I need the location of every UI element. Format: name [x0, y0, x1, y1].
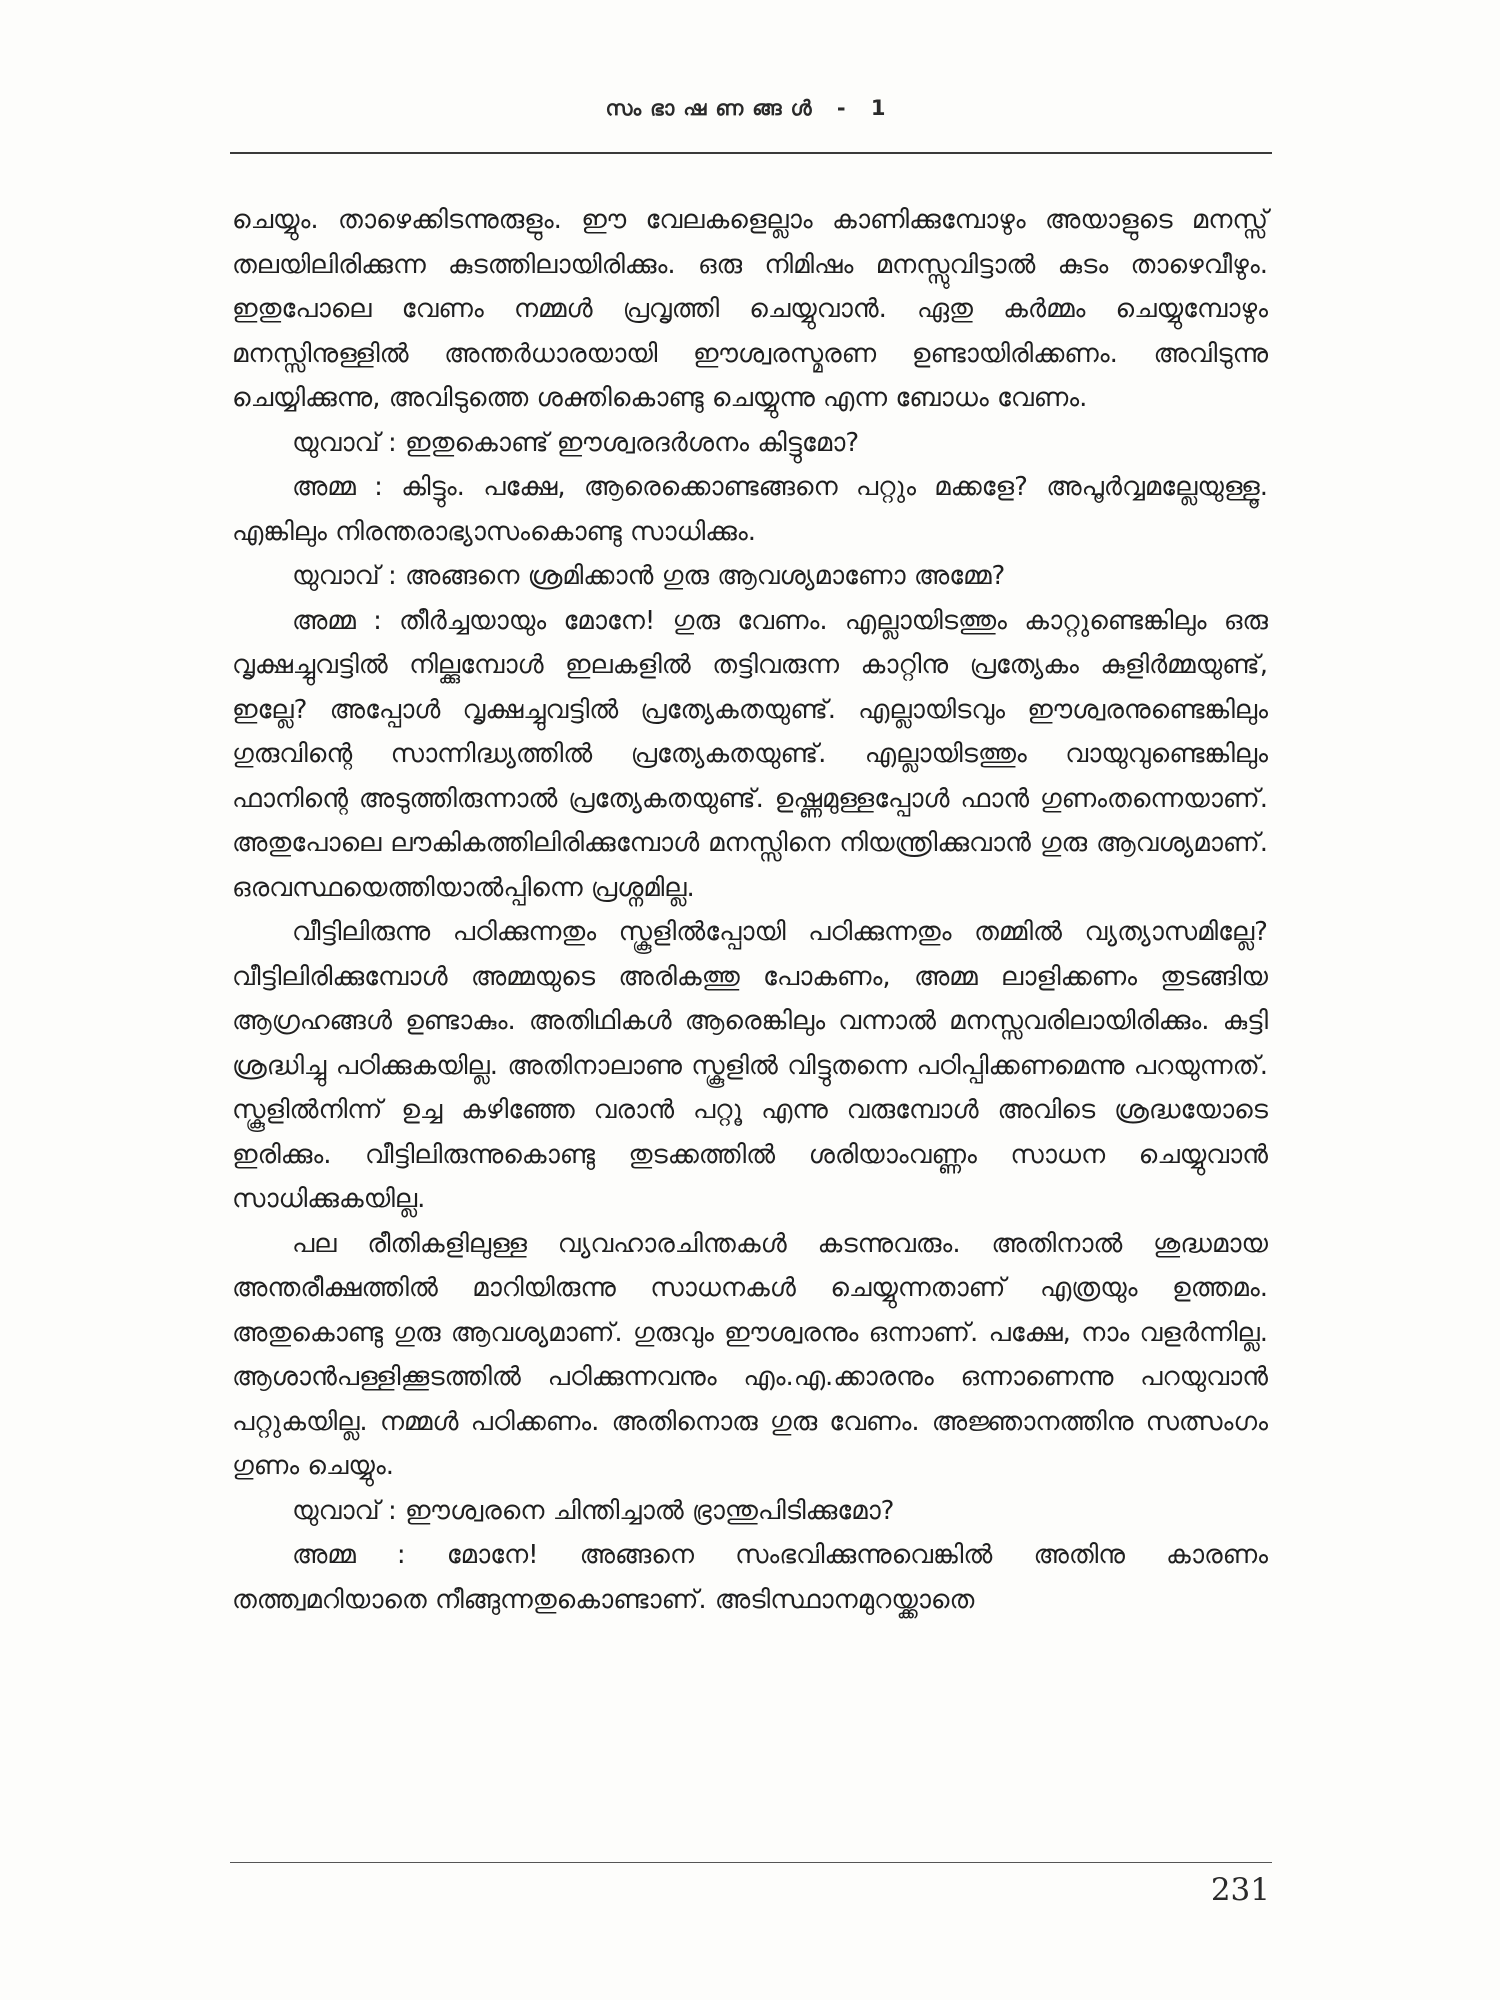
dialogue-amma: അമ്മ : തീർച്ചയായും മോനേ! ഗുരു വേണം. എല്ലായിടത്തും കാറ്റുണ്ടെങ്കിലും ഒരു വൃക്ഷച്ചുവട്ടിൽ നില്ക്കുമ്പോൾ ഇലകളിൽ തട്ടിവരുന്ന കാറ്റിനു പ്രത്യേകം കുളിർമ്മയുണ്ട്, ഇല്ലേ? അപ്പോൾ വൃക്ഷച്ചുവട്ടിൽ പ്രത്യേകതയുണ്ട്. എല്ലായിടവും ഈശ്വരനുണ്ടെങ്കിലും ഗുരുവിന്റെ സാന്നിദ്ധ്യത്തിൽ പ്രത്യേകതയുണ്ട്. എല്ലായിടത്തും വായുവുണ്ടെങ്കിലും ഫാനിന്റെ അടുത്തിരുന്നാൽ പ്രത്യേകതയുണ്ട്. ഉഷ്ണമുള്ളപ്പോൾ ഫാൻ ഗുണംതന്നെയാണ്. അതുപോലെ ലൗകികത്തിലിരിക്കുമ്പോൾ മനസ്സിനെ നിയന്ത്രിക്കുവാൻ ഗുരു ആവശ്യമാണ്. ഒരവസ്ഥയെത്തിയാൽപ്പിന്നെ പ്രശ്നമില്ല. [232, 605, 1268, 903]
page-body [232, 198, 1268, 1622]
dialogue-youth: യുവാവ് : അങ്ങനെ ശ്രമിക്കാൻ ഗുരു ആവശ്യമാണോ അമ്മേ? [292, 561, 1006, 591]
dialogue-youth: യുവാവ് : ഈശ്വരനെ ചിന്തിച്ചാൽ ഭ്രാന്തുപിടിക്കുമോ? [292, 1495, 895, 1526]
footer-rule [230, 1862, 1272, 1863]
page-number: 231 [1210, 1872, 1270, 1908]
running-title: സംഭാഷണങ്ങൾ - 1 [605, 96, 895, 120]
paragraph-continued: ചെയ്യും. താഴെക്കിടന്നുരുളും. ഈ വേലകളെല്ലാം കാണിക്കുമ്പോഴും അയാളുടെ മനസ്സ് തലയിലിരിക്കുന്ന കുടത്തിലായിരിക്കും. ഒരു നിമിഷം മനസ്സുവിട്ടാൽ കുടം താഴെവീഴും. ഇതുപോലെ വേണം നമ്മൾ പ്രവൃത്തി ചെയ്യുവാൻ. ഏതു കർമ്മം ചെയ്യുമ്പോഴും മനസ്സിനുള്ളിൽ അന്തർധാരയായി ഈശ്വരസ്മരണ ഉണ്ടായിരിക്കണം. അവിടുന്നു ചെയ്യിക്കുന്നു, അവിടുത്തെ ശക്തികൊണ്ടു ചെയ്യുന്നു എന്ന ബോധം വേണം. [232, 205, 1268, 413]
dialogue-youth: യുവാവ് : ഇതുകൊണ്ട് ഈശ്വരദർശനം കിട്ടുമോ? [292, 427, 860, 458]
header-rule [230, 152, 1272, 154]
dialogue-amma: അമ്മ : കിട്ടും. പക്ഷേ, ആരെക്കൊണ്ടങ്ങനെ പറ്റും മക്കളേ? അപൂർവ്വമല്ലേയുള്ളൂ. എങ്കിലും നിരന്തരാഭ്യാസംകൊണ്ടു സാധിക്കും. [232, 472, 1268, 547]
paragraph: പല രീതികളിലുള്ള വ്യവഹാരചിന്തകൾ കടന്നുവരും. അതിനാൽ ശുദ്ധമായ അന്തരീക്ഷത്തിൽ മാറിയിരുന്നു സാധനകൾ ചെയ്യുന്നതാണ് എത്രയും ഉത്തമം. അതുകൊണ്ടു ഗുരു ആവശ്യമാണ്. ഗുരുവും ഈശ്വരനും ഒന്നാണ്. പക്ഷേ, നാം വളർന്നില്ല. ആശാൻപള്ളിക്കൂടത്തിൽ പഠിക്കുന്നവനും എം.എ.ക്കാരനും ഒന്നാണെന്നു പറയുവാൻ പറ്റുകയില്ല. നമ്മൾ പഠിക്കണം. അതിനൊരു ഗുരു വേണം. അജ്ഞാനത്തിനു സത്സംഗം ഗുണം ചെയ്യും. [232, 1228, 1268, 1481]
dialogue-amma: അമ്മ : മോനേ! അങ്ങനെ സംഭവിക്കുന്നുവെങ്കിൽ അതിനു കാരണം തത്ത്വമറിയാതെ നീങ്ങുന്നതുകൊണ്ടാണ്. അടിസ്ഥാനമുറയ്ക്കാതെ [232, 1540, 1268, 1615]
paragraph: വീട്ടിലിരുന്നു പഠിക്കുന്നതും സ്കൂളിൽപ്പോയി പഠിക്കുന്നതും തമ്മിൽ വ്യത്യാസമില്ലേ? വീട്ടിലിരിക്കുമ്പോൾ അമ്മയുടെ അരികത്തു പോകണം, അമ്മ ലാളിക്കണം തുടങ്ങിയ ആഗ്രഹങ്ങൾ ഉണ്ടാകും. അതിഥികൾ ആരെങ്കിലും വന്നാൽ മനസ്സവരിലായിരിക്കും. കുട്ടി ശ്രദ്ധിച്ചു പഠിക്കുകയില്ല. അതിനാലാണു സ്കൂളിൽ വിട്ടുതന്നെ പഠിപ്പിക്കണമെന്നു പറയുന്നത്. സ്കൂളിൽനിന്ന് ഉച്ച കഴിഞ്ഞേ വരാൻ പറ്റൂ എന്നു വരുമ്പോൾ അവിടെ ശ്രദ്ധയോടെ ഇരിക്കും. വീട്ടിലിരുന്നുകൊണ്ടു തുടക്കത്തിൽ ശരിയാംവണ്ണം സാധന ചെയ്യുവാൻ സാധിക്കുകയില്ല. [232, 917, 1268, 1214]
